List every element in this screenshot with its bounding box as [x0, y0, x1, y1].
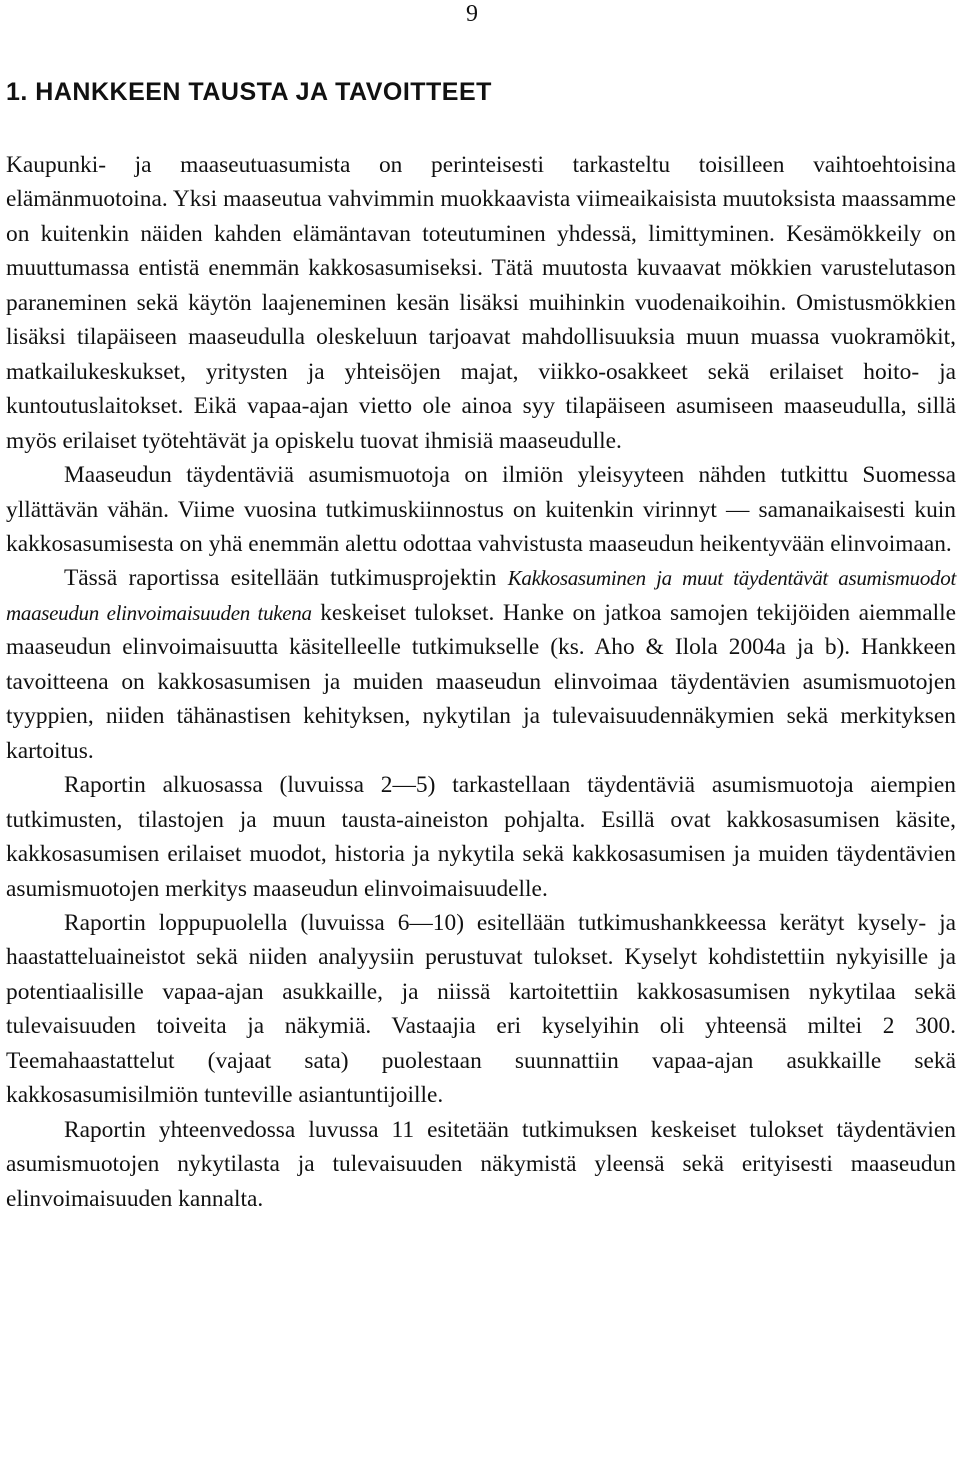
- paragraph-6: Raportin yhteenvedossa luvussa 11 esitetään tutkimuksen keskeiset tulokset täydentävien asumismuotojen nykytilasta ja tulevaisuuden näkymistä yleensä sekä erityisesti maaseudun elinvoimaisuuden kannalta.: [6, 1116, 956, 1212]
- project-title: Kakkosasuminen ja muut täydentävät asumismuodot maaseudun elinvoimaisuuden tukena: [6, 566, 956, 625]
- paragraph-1: Kaupunki- ja maaseutuasumista on perinteisesti tarkasteltu toisilleen vaihtoehtoisina elämänmuotoina. Yksi maaseutua vahvimmin muokkaavista viimeaikaisista muutoksista maassamme on kuitenkin näiden kahden elämäntavan toteutuminen yhdessä, limittyminen. Kesämökkeily on muuttumassa entistä enemmän kakkosasumiseksi. Tätä muutosta kuvaavat mökkien varustelutason paraneminen sekä käytön laajeneminen kesän lisäksi muihinkin vuodenaikoihin. Omistusmökkien lisäksi tilapäiseen maaseudulla oleskeluun tarjoavat mahdollisuuksia muun muassa vuokramökit, matkailukeskukset, yritysten ja yhteisöjen majat, viikko-osakkeet sekä erilaiset hoito- ja kuntoutuslaitokset. Eikä vapaa-ajan vietto ole ainoa syy tilapäiseen asumiseen maaseudulla, sillä myös erilaiset työtehtävät ja opiskelu tuovat ihmisiä maaseudulle.: [6, 152, 956, 454]
- paragraph-2: Maaseudun täydentäviä asumismuotoja on ilmiön yleisyyteen nähden tutkittu Suomessa yllättävän vähän. Viime vuosina tutkimuskiinnostus on kuitenkin virinnyt — samanaikaisesti kuin kakkosasumisesta on yhä enemmän alettu odottaa vahvistusta maaseudun heikentyvään elinvoimaan.: [6, 462, 956, 557]
- page-number: 9: [466, 1, 478, 27]
- section-heading: 1. HANKKEEN TAUSTA JA TAVOITTEET: [6, 78, 492, 106]
- body-text: [6, 148, 956, 1216]
- paragraph-5: Raportin loppupuolella (luvuissa 6—10) esitellään tutkimushankkeessa kerätyt kysely- ja haastatteluaineistot sekä niiden analyysiin perustuvat tulokset. Kyselyt kohdistettiin nykyisille ja potentiaalisille vapaa-ajan asukkaille, ja niissä kartoitettiin kakkosasumisen nykytilaa sekä tulevaisuuden toiveita ja näkymiä. Vastaajia eri kyselyihin oli yhteensä miltei 2 300. Teemahaastattelut (vajaat sata) puolestaan suunnattiin vapaa-ajan asukkaille sekä kakkosasumisilmiön tunteville asiantuntijoille.: [6, 909, 956, 1109]
- paragraph-3-rest: keskeiset tulokset. Hanke on jatkoa samojen tekijöiden aiemmalle maaseudun elinvoimaisuutta käsitelleelle tutkimukselle (ks. Aho & Ilola 2004a ja b). Hankkeen tavoitteena on kakkosasumisen ja muiden maaseudun elinvoimaa täydentävien asumismuotojen tyyppien, niiden tähänastisen kehityksen, nykytilan ja tulevaisuudennäkymien sekä merkityksen kartoitus.: [6, 599, 956, 764]
- paragraph-3-intro: Tässä raportissa esitellään tutkimusprojektin: [64, 565, 508, 592]
- paragraph-4: Raportin alkuosassa (luvuissa 2—5) tarkastellaan täydentäviä asumismuotoja aiempien tutkimusten, tilastojen ja muun tausta-aineiston pohjalta. Esillä ovat kakkosasumisen käsite, kakkosasumisen erilaiset muodot, historia ja nykytila sekä kakkosasumisen ja muiden täydentävien asumismuotojen merkitys maaseudun elinvoimaisuudelle.: [6, 772, 956, 902]
- paragraph-3: [6, 561, 956, 768]
